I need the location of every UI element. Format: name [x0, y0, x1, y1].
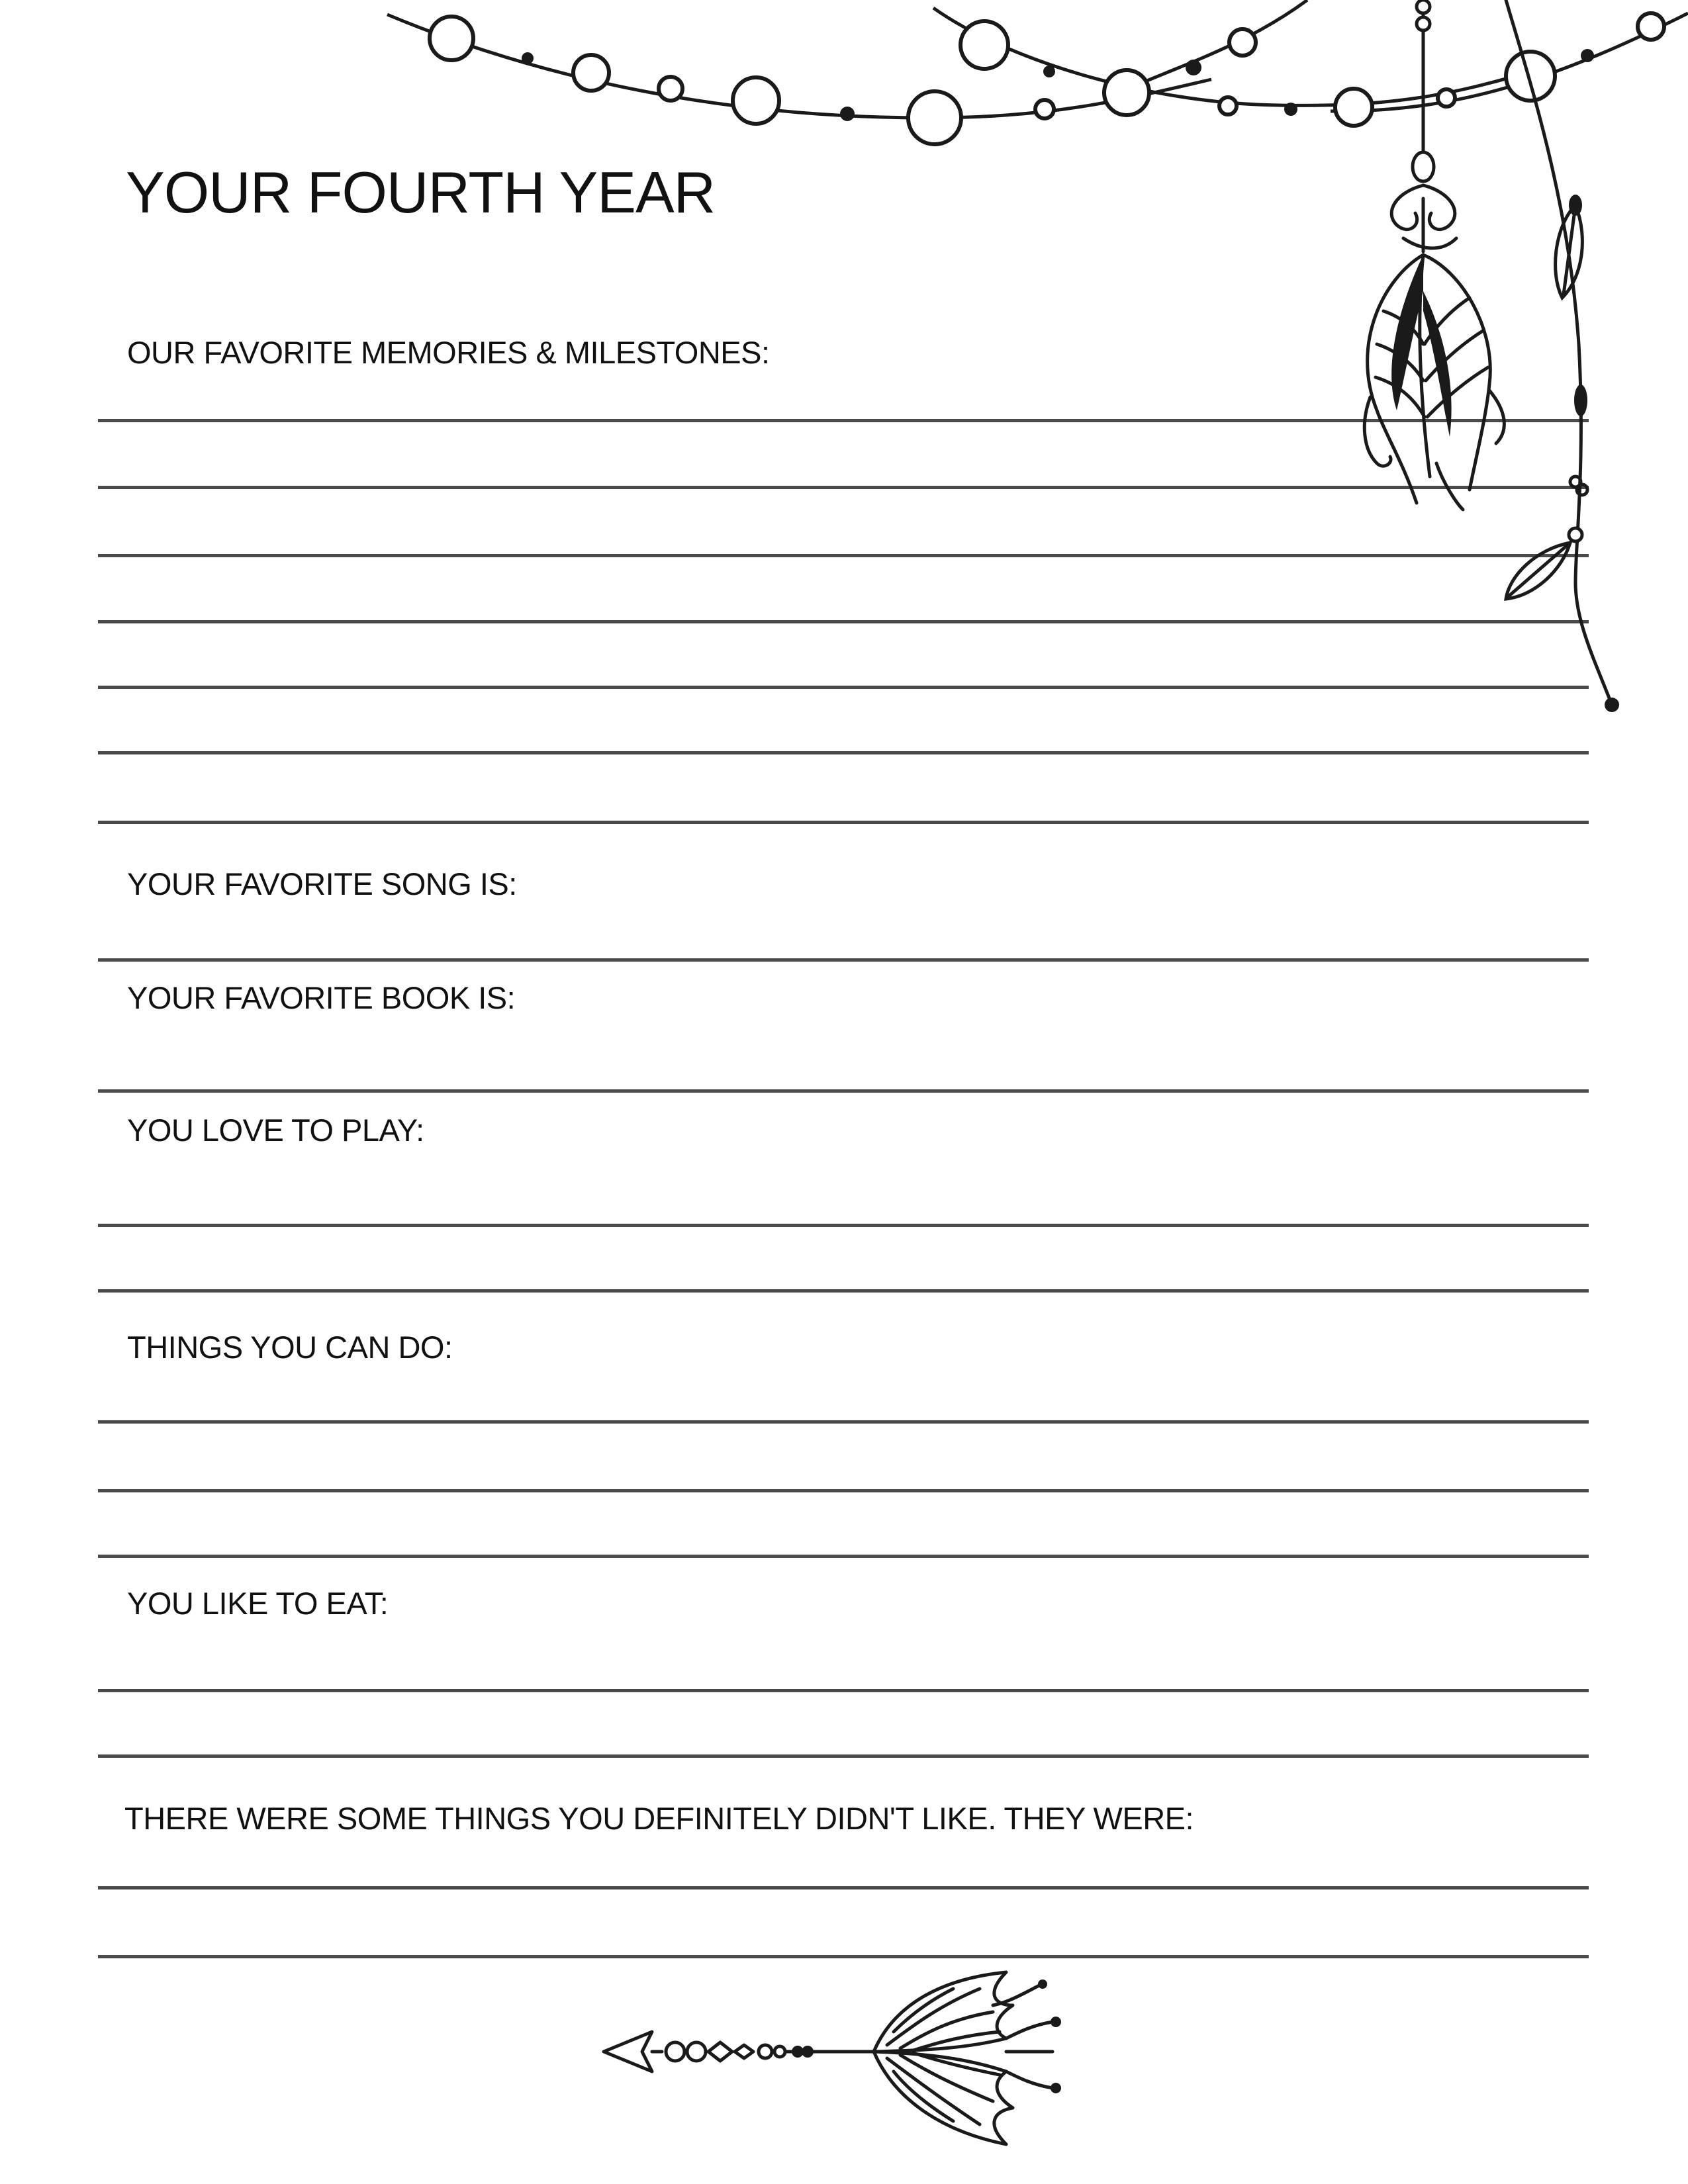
play-writing-line-2[interactable] — [98, 1289, 1589, 1293]
dislikes-writing-line-2[interactable] — [98, 1955, 1589, 1958]
can-do-writing-line-2[interactable] — [98, 1489, 1589, 1492]
dislikes-label: THERE WERE SOME THINGS YOU DEFINITELY DIDN'T LIKE. THEY WERE: — [124, 1801, 1194, 1836]
eat-writing-line-2[interactable] — [98, 1754, 1589, 1758]
play-label: YOU LOVE TO PLAY: — [127, 1113, 424, 1148]
feather-arrow-illustration — [596, 1966, 1099, 2158]
eat-writing-line-1[interactable] — [98, 1689, 1589, 1692]
play-writing-line-1[interactable] — [98, 1224, 1589, 1227]
book-label: YOUR FAVORITE BOOK IS: — [127, 980, 516, 1015]
song-label: YOUR FAVORITE SONG IS: — [127, 866, 517, 901]
memories-writing-line-6[interactable] — [98, 751, 1589, 754]
memories-label: OUR FAVORITE MEMORIES & MILESTONES: — [127, 335, 770, 370]
can-do-label: THINGS YOU CAN DO: — [127, 1330, 453, 1365]
song-writing-line[interactable] — [98, 958, 1589, 962]
eat-label: YOU LIKE TO EAT: — [127, 1586, 389, 1621]
dislikes-writing-line-1[interactable] — [98, 1886, 1589, 1889]
hanging-feather-illustration — [1357, 0, 1655, 728]
memories-writing-line-7[interactable] — [98, 821, 1589, 824]
page-title: YOUR FOURTH YEAR — [126, 159, 716, 225]
book-writing-line[interactable] — [98, 1089, 1589, 1093]
can-do-writing-line-3[interactable] — [98, 1555, 1589, 1558]
can-do-writing-line-1[interactable] — [98, 1420, 1589, 1424]
